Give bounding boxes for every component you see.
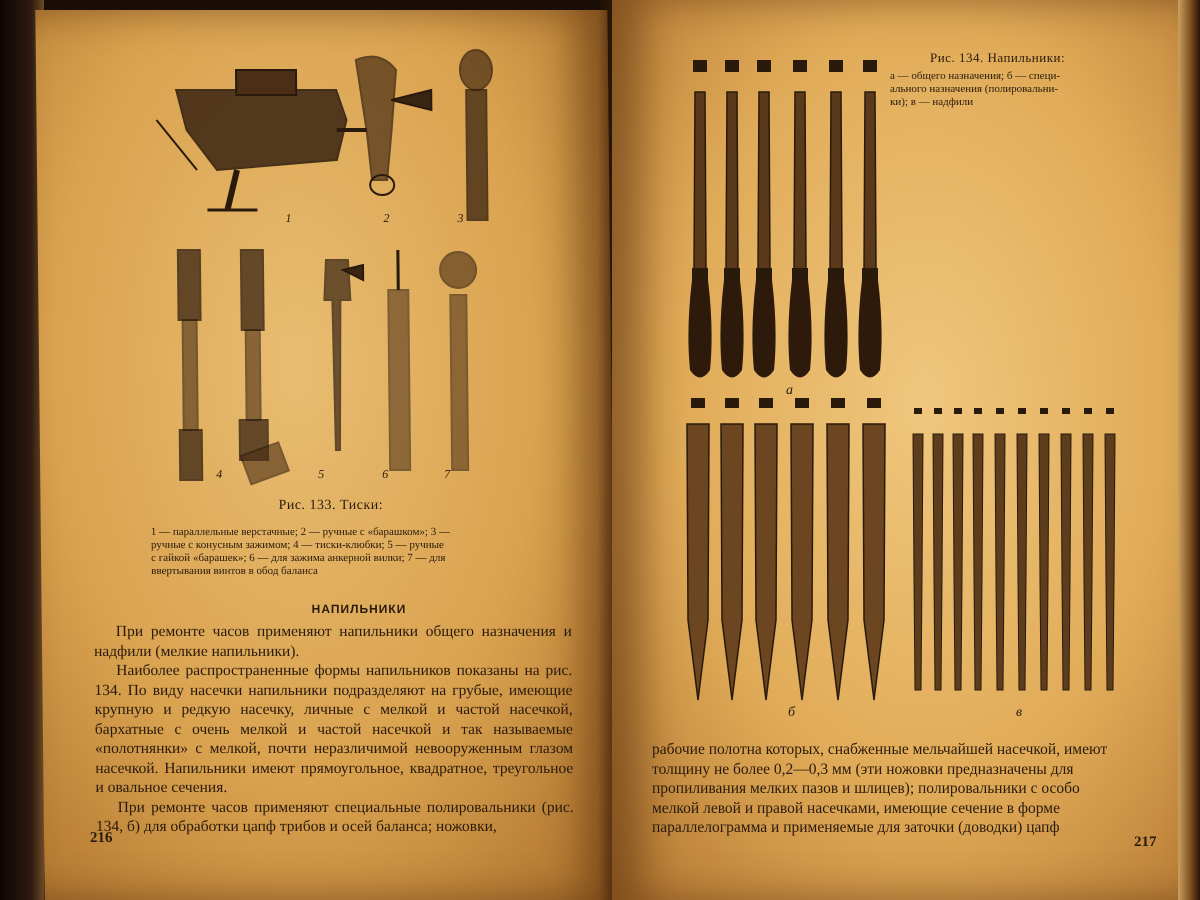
file-ferrule [756,268,772,280]
figure-133-title: Рис. 133. Тиски: [278,498,384,513]
text-line: параллелограмма и применяемые для заточки (доводки) цапф [652,819,1060,836]
page-number-right: 217 [1134,834,1157,850]
section-shape [934,408,942,414]
file-ferrule [792,268,808,280]
needle-file [1061,434,1071,690]
file-ferrule [828,268,844,280]
paragraph: При ремонте часов применяют специальные полировальники (рис. 134, б) для обработки цапф трибов и осей баланса; ножовки, [95,798,574,835]
section-shape [1018,408,1026,414]
section-shape [725,60,739,72]
file-ferrule [862,268,878,280]
needle-file [1083,434,1093,690]
file-handle [752,280,775,378]
group-label-b: б [788,705,796,720]
caption-line: 1 — параллельные верстачные; 2 — ручные с «барашком»; 3 — [150,526,451,538]
polisher-blade [687,424,709,700]
bench-vise-drawing [156,70,367,210]
file-blade [864,92,876,270]
polisher-blade [721,424,743,700]
section-shape [793,60,807,72]
needle-file [953,434,963,690]
cone-vise-drawing [460,50,494,220]
file-blade [758,92,770,270]
fig-label-6: 6 [382,467,389,481]
section-shape [954,408,962,414]
page-number-left: 216 [89,830,113,846]
polisher-blade [863,424,885,700]
file-blade [794,92,806,270]
file-blade [830,92,842,270]
section-shape [867,398,881,408]
section-shape [1040,408,1048,414]
section-shape [996,408,1004,414]
section-shape [759,398,773,408]
files-illustrations [612,0,1180,730]
needle-file [1105,434,1115,690]
paragraph: Наиболее распространенные формы напильников показаны на рис. 134. По виду насечки напильники подразделяют на грубые, имеющие крупную и редкую насечку, личные с мелкой и частой насечкой, бархатные с очень мелкой и частой насечкой и так называемые «полотнянки» с мелкой, почти неразличимой невооруженным глазом насечкой. Напильники имеют прямоугольное, квадратное, треугольное и овальное сечения. [94,662,574,796]
needle-file [995,434,1005,690]
section-shape [795,398,809,408]
needle-file [933,434,943,690]
caption-line: ручные с конусным зажимом; 4 — тиски-клюбки; 5 — ручные [150,539,444,551]
fig-label-4: 4 [216,467,223,481]
polisher-blade [755,424,777,700]
needle-file [973,434,983,690]
pin-vise-6 [388,250,410,470]
text-line: мелкой левой и правой насечками, имеющие сечение в форме [652,799,1060,817]
hand-vise-drawing [356,57,432,195]
right-page [612,0,1180,900]
files-group-a [688,60,881,378]
section-shape [757,60,771,72]
needle-file [1039,434,1049,690]
section-shape [831,398,845,408]
section-shape [914,408,922,414]
right-body-text [652,740,1160,838]
figure-133-caption [151,526,552,578]
needle-file [1017,434,1027,690]
file-handle [720,280,743,378]
text-line: толщину не более 0,2—0,3 мм (эти ножовки предназначены для [652,760,1074,778]
file-blade [694,92,706,270]
fig-label-1: 1 [285,211,292,225]
vise-illustrations [35,10,600,490]
section-shape [725,398,739,408]
caption-line: с гайкой «барашек»; 6 — для зажима анкерной вилки; 7 — для [151,552,446,564]
figure-134-title: Рис. 134. Напильники: [930,50,1066,65]
pin-vise-4b [238,250,289,484]
file-handle [788,280,811,378]
files-group-c [913,408,1115,690]
pin-vise-7 [440,252,478,470]
file-blade [726,92,738,270]
section-shape [1084,408,1092,414]
files-group-b [687,398,885,700]
text-line: пропиливания мелких пазов и шлицев); полировальники с особо [652,780,1080,797]
file-handle [688,280,711,378]
section-shape [1106,408,1114,414]
pin-vise-5 [324,260,365,450]
group-label-a: а [786,383,793,398]
file-ferrule [724,268,740,280]
caption-line: ального назначения (полировальни- [890,83,1059,95]
left-page [35,10,616,900]
section-shape [693,60,707,72]
file-ferrule [692,268,708,280]
file-handle [824,280,847,378]
fig-label-5: 5 [318,467,325,481]
fig-label-3: 3 [457,211,464,225]
caption-line: ввертывания винтов в обод баланса [151,565,318,577]
fig-label-2: 2 [383,211,390,225]
section-shape [974,408,982,414]
section-shape [829,60,843,72]
needle-file [913,434,923,690]
page-stack-edge [1178,0,1200,900]
pin-vise-4 [178,250,202,480]
section-shape [863,60,877,72]
section-heading: НАПИЛЬНИКИ [311,602,407,616]
text-line: рабочие полотна которых, снабженные мельчайшей насечкой, имеют [652,741,1108,758]
caption-line: ки); в — надфили [890,96,974,108]
group-label-c: в [1016,705,1023,720]
section-shape [1062,408,1070,414]
section-shape [691,398,705,408]
file-handle [858,280,881,378]
polisher-blade [791,424,813,700]
paragraph: При ремонте часов применяют напильники общего назначения и надфили (мелкие напильники). [93,623,572,660]
caption-line: а — общего назначения; б — специ- [890,70,1061,82]
fig-label-7: 7 [444,467,451,481]
left-body-text [94,622,574,837]
polisher-blade [827,424,849,700]
